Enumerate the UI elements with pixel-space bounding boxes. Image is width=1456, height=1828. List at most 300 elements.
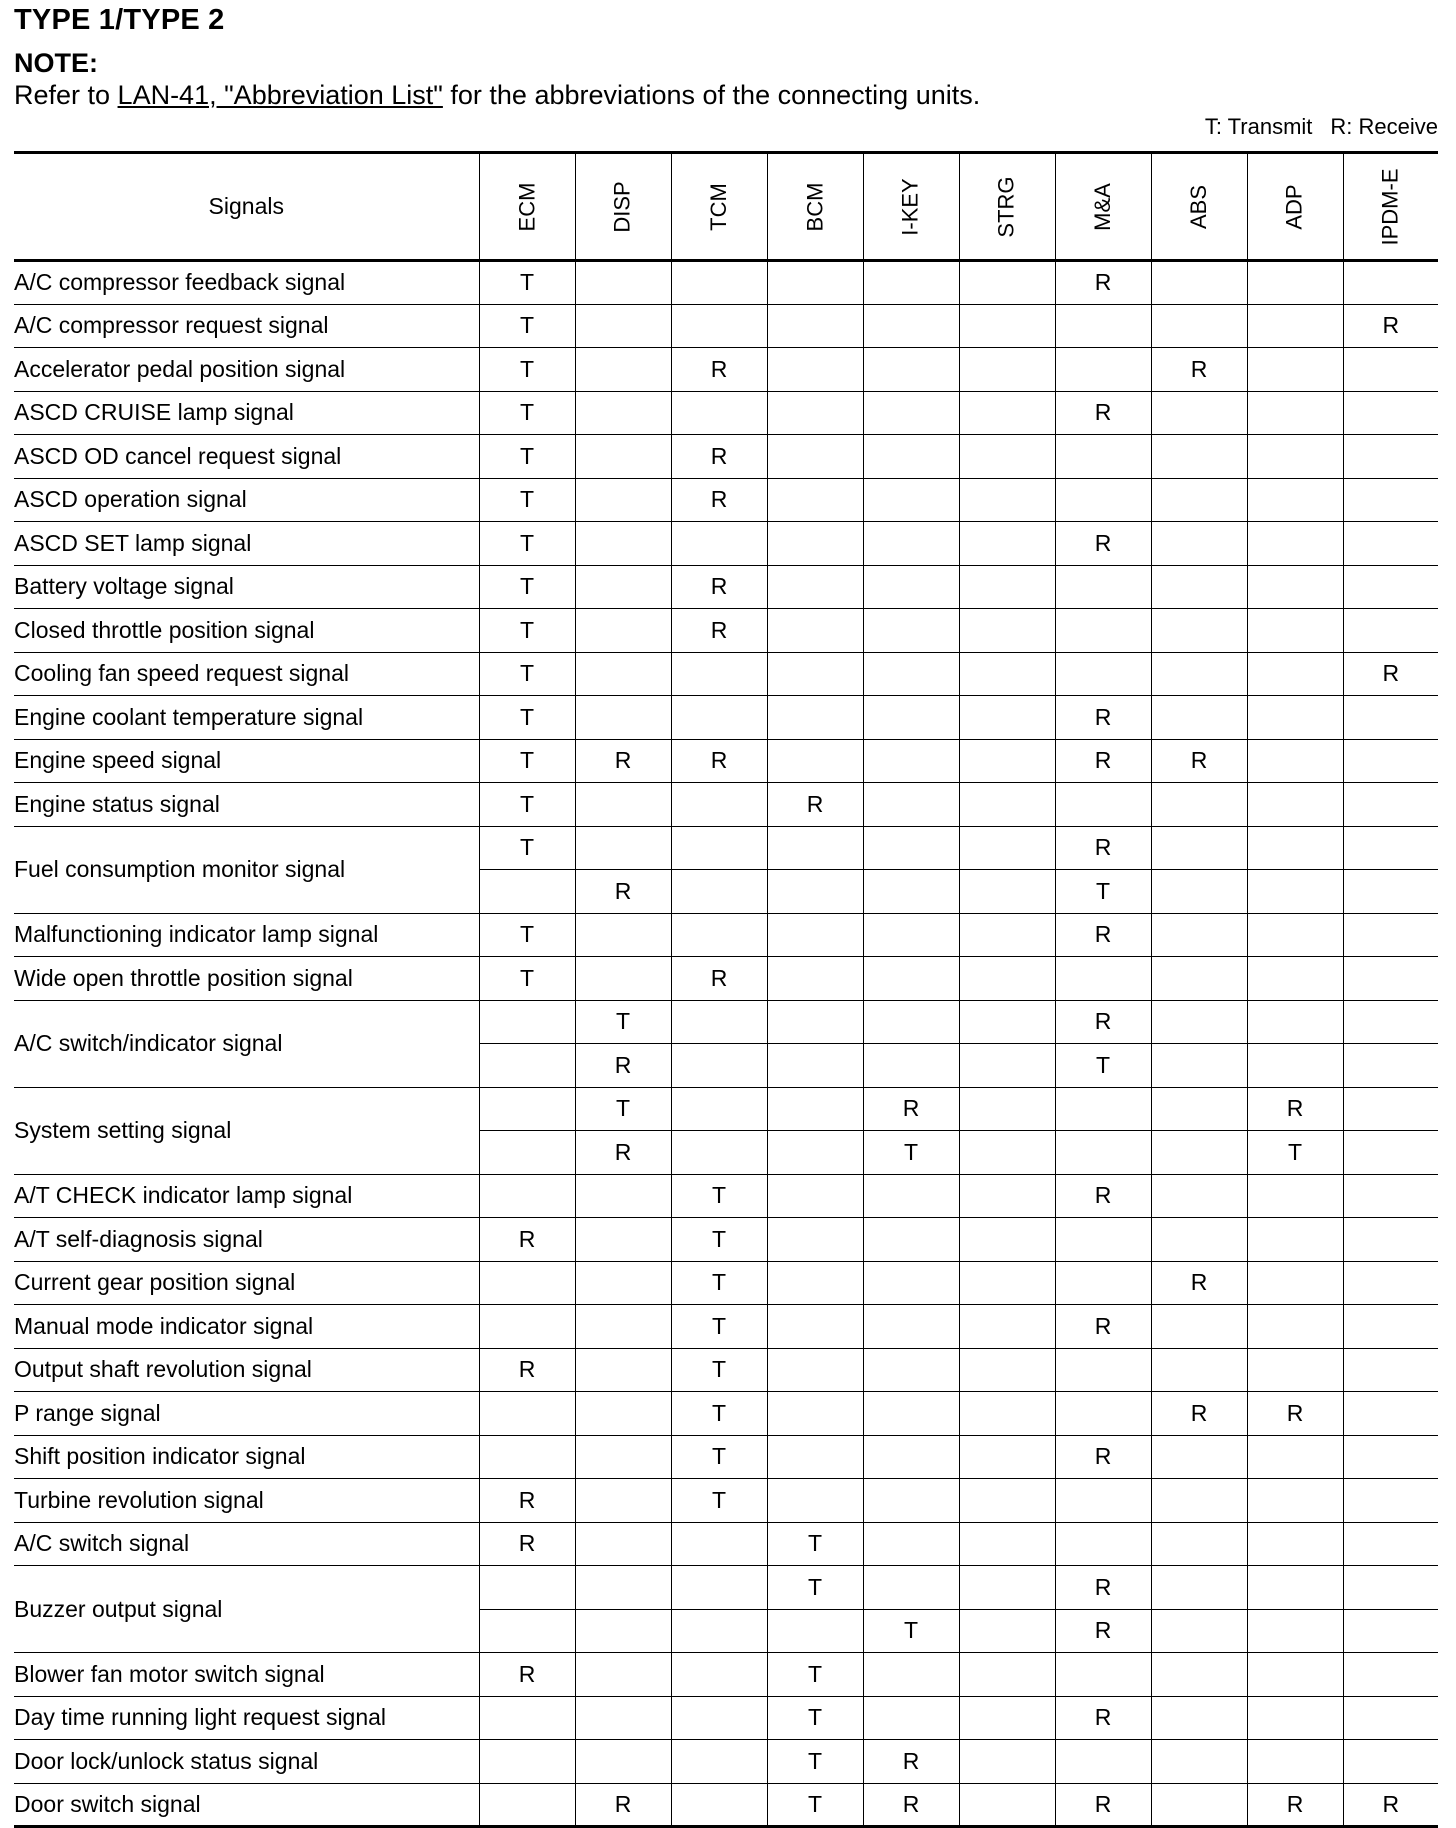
table-row <box>14 1479 1438 1523</box>
signal-cell <box>1343 1131 1438 1175</box>
signal-cell: R <box>1055 913 1151 957</box>
signal-cell <box>1247 783 1343 827</box>
signal-cell <box>1343 1000 1438 1044</box>
signal-cell <box>863 261 959 305</box>
signal-cell <box>575 1653 671 1697</box>
signal-cell <box>863 1392 959 1436</box>
signal-cell <box>863 739 959 783</box>
signal-cell <box>959 565 1055 609</box>
signal-cell <box>863 1479 959 1523</box>
signal-cell <box>1151 1348 1247 1392</box>
column-header-disp: DISP <box>575 153 671 261</box>
signal-cell <box>575 1305 671 1349</box>
signal-cell <box>863 435 959 479</box>
signal-cell <box>575 1696 671 1740</box>
signal-cell <box>959 1479 1055 1523</box>
signal-cell: R <box>863 1087 959 1131</box>
signal-cell: R <box>1055 1609 1151 1653</box>
signal-name-cell: Blower fan motor switch signal <box>14 1653 479 1697</box>
table-row <box>14 1218 1438 1262</box>
signal-cell <box>1343 1044 1438 1088</box>
signal-cell <box>479 1392 575 1436</box>
signal-cell: R <box>1151 739 1247 783</box>
signal-name-cell: Shift position indicator signal <box>14 1435 479 1479</box>
signal-name-cell: ASCD CRUISE lamp signal <box>14 391 479 435</box>
signal-cell <box>479 1305 575 1349</box>
signal-cell <box>575 1261 671 1305</box>
signal-cell <box>1247 609 1343 653</box>
signal-cell: R <box>1055 739 1151 783</box>
signal-cell <box>479 1000 575 1044</box>
signal-cell <box>1055 1479 1151 1523</box>
signal-cell <box>959 652 1055 696</box>
signal-cell: R <box>575 739 671 783</box>
signal-cell <box>671 1653 767 1697</box>
signal-cell <box>671 1740 767 1784</box>
signal-cell <box>767 348 863 392</box>
signal-cell <box>767 870 863 914</box>
signal-cell <box>767 1044 863 1088</box>
signal-cell <box>959 609 1055 653</box>
signal-cell <box>863 304 959 348</box>
signal-cell <box>767 391 863 435</box>
signal-cell <box>671 261 767 305</box>
signal-cell <box>959 1653 1055 1697</box>
signal-cell <box>1343 1566 1438 1610</box>
signal-name-cell: Door switch signal <box>14 1783 479 1827</box>
signal-cell <box>863 1000 959 1044</box>
signal-cell <box>479 1087 575 1131</box>
signal-cell <box>1343 696 1438 740</box>
signal-cell <box>575 565 671 609</box>
signal-cell: R <box>1247 1087 1343 1131</box>
signal-cell <box>1151 522 1247 566</box>
signal-cell <box>1151 435 1247 479</box>
signal-cell <box>1247 478 1343 522</box>
signal-cell: T <box>479 652 575 696</box>
signal-cell <box>767 826 863 870</box>
signal-table <box>14 151 1438 1828</box>
legend-transmit: T: Transmit <box>1204 114 1313 139</box>
signal-cell <box>1151 957 1247 1001</box>
signal-cell <box>767 1479 863 1523</box>
signal-cell <box>863 696 959 740</box>
column-header-tcm: TCM <box>671 153 767 261</box>
signal-cell <box>575 826 671 870</box>
signal-cell <box>1151 1522 1247 1566</box>
signal-cell: T <box>767 1653 863 1697</box>
table-row <box>14 913 1438 957</box>
signal-cell <box>575 1174 671 1218</box>
signal-cell <box>767 1218 863 1262</box>
signal-cell: T <box>671 1435 767 1479</box>
signal-cell <box>671 826 767 870</box>
signal-cell <box>1055 478 1151 522</box>
signal-cell: R <box>1151 348 1247 392</box>
signal-cell <box>959 522 1055 566</box>
column-header-m-and-a: M&A <box>1055 153 1151 261</box>
signal-cell <box>1055 304 1151 348</box>
signal-cell <box>1247 522 1343 566</box>
signal-name-cell: System setting signal <box>14 1087 479 1174</box>
signal-cell <box>1343 348 1438 392</box>
signal-cell <box>1151 565 1247 609</box>
signal-cell <box>575 522 671 566</box>
column-header-abs: ABS <box>1151 153 1247 261</box>
signal-name-cell: Manual mode indicator signal <box>14 1305 479 1349</box>
signal-cell <box>1151 870 1247 914</box>
signal-cell <box>671 1522 767 1566</box>
signal-cell <box>767 478 863 522</box>
signal-cell: R <box>1247 1392 1343 1436</box>
signal-name-cell: Buzzer output signal <box>14 1566 479 1653</box>
signal-cell <box>671 652 767 696</box>
signal-cell <box>671 391 767 435</box>
signal-cell: T <box>767 1566 863 1610</box>
signal-cell: R <box>1055 1000 1151 1044</box>
signal-cell <box>1055 565 1151 609</box>
signal-cell: R <box>671 565 767 609</box>
signal-cell: R <box>479 1479 575 1523</box>
signal-cell <box>1343 1479 1438 1523</box>
signal-cell <box>1343 826 1438 870</box>
table-row <box>14 1740 1438 1784</box>
table-row <box>14 1305 1438 1349</box>
signal-cell: R <box>1055 261 1151 305</box>
signal-name-cell: Engine speed signal <box>14 739 479 783</box>
signal-cell <box>1151 609 1247 653</box>
table-row <box>14 1087 1438 1131</box>
signal-cell <box>959 913 1055 957</box>
signal-cell: R <box>1343 652 1438 696</box>
signal-cell <box>1151 1044 1247 1088</box>
signal-cell <box>1247 1653 1343 1697</box>
signal-cell <box>1343 1696 1438 1740</box>
signal-cell <box>479 1740 575 1784</box>
signal-cell <box>959 1696 1055 1740</box>
signal-cell <box>1055 348 1151 392</box>
signal-cell: R <box>671 348 767 392</box>
signal-cell <box>863 565 959 609</box>
signal-cell: T <box>479 304 575 348</box>
signal-cell <box>671 1131 767 1175</box>
abbreviation-list-link[interactable]: LAN-41, "Abbreviation List" <box>117 80 443 110</box>
signal-cell <box>767 261 863 305</box>
signal-cell <box>671 1696 767 1740</box>
signal-name-cell: ASCD SET lamp signal <box>14 522 479 566</box>
note-suffix: for the abbreviations of the connecting units. <box>442 80 981 110</box>
signal-cell <box>1151 913 1247 957</box>
signal-cell <box>575 1392 671 1436</box>
signal-cell <box>1343 1218 1438 1262</box>
signal-cell <box>1247 696 1343 740</box>
table-row <box>14 522 1438 566</box>
signal-cell <box>767 609 863 653</box>
signal-cell <box>1343 870 1438 914</box>
signal-cell: T <box>1055 1044 1151 1088</box>
signal-cell <box>959 1522 1055 1566</box>
signal-cell <box>479 1131 575 1175</box>
signal-cell <box>575 478 671 522</box>
signal-cell <box>767 1087 863 1131</box>
signal-cell <box>863 1044 959 1088</box>
table-row <box>14 696 1438 740</box>
signal-cell <box>575 1566 671 1610</box>
signal-cell: T <box>863 1131 959 1175</box>
signal-cell: R <box>575 870 671 914</box>
signal-cell: T <box>479 391 575 435</box>
signal-cell <box>863 1261 959 1305</box>
signal-cell <box>1343 957 1438 1001</box>
signal-name-cell: Output shaft revolution signal <box>14 1348 479 1392</box>
signal-cell <box>1151 1740 1247 1784</box>
signal-cell <box>959 348 1055 392</box>
signal-cell <box>863 652 959 696</box>
signal-cell <box>863 609 959 653</box>
signal-cell <box>1343 261 1438 305</box>
signal-cell <box>1151 1000 1247 1044</box>
signal-cell <box>959 1305 1055 1349</box>
signal-cell <box>1247 391 1343 435</box>
signal-cell: R <box>1055 1174 1151 1218</box>
column-header-ecm: ECM <box>479 153 575 261</box>
signal-cell: R <box>1055 1435 1151 1479</box>
signal-cell <box>959 435 1055 479</box>
signal-cell: T <box>671 1305 767 1349</box>
signal-cell <box>959 696 1055 740</box>
signal-cell <box>575 1609 671 1653</box>
signal-cell: T <box>671 1218 767 1262</box>
signal-cell <box>863 1174 959 1218</box>
column-header-i-key: I-KEY <box>863 153 959 261</box>
table-row <box>14 261 1438 305</box>
signal-cell: T <box>767 1740 863 1784</box>
signal-cell <box>1151 1305 1247 1349</box>
signal-cell <box>1055 609 1151 653</box>
table-row <box>14 957 1438 1001</box>
table-body <box>14 261 1438 1827</box>
signal-cell <box>863 826 959 870</box>
table-row <box>14 609 1438 653</box>
signal-cell <box>1343 1174 1438 1218</box>
signal-name-cell: Battery voltage signal <box>14 565 479 609</box>
signal-cell <box>1247 348 1343 392</box>
signal-cell <box>863 1218 959 1262</box>
signal-name-cell: Current gear position signal <box>14 1261 479 1305</box>
signal-cell <box>1055 1740 1151 1784</box>
signal-cell <box>863 522 959 566</box>
table-row <box>14 1566 1438 1610</box>
signal-cell <box>1055 1261 1151 1305</box>
signal-cell <box>1055 783 1151 827</box>
signal-cell: T <box>479 913 575 957</box>
table-row <box>14 478 1438 522</box>
table-row <box>14 1522 1438 1566</box>
signal-cell <box>1343 1392 1438 1436</box>
signal-cell <box>1247 1522 1343 1566</box>
note-prefix: Refer to <box>14 80 118 110</box>
signal-name-cell: Malfunctioning indicator lamp signal <box>14 913 479 957</box>
signal-cell <box>1055 957 1151 1001</box>
signal-cell: R <box>671 739 767 783</box>
signal-cell <box>1151 1609 1247 1653</box>
signal-cell <box>575 1740 671 1784</box>
signal-cell: T <box>671 1348 767 1392</box>
note-label: NOTE: <box>14 48 98 78</box>
table-row <box>14 1435 1438 1479</box>
signal-cell <box>767 1261 863 1305</box>
signal-cell <box>671 1566 767 1610</box>
signal-cell <box>767 739 863 783</box>
signal-cell: T <box>863 1609 959 1653</box>
signal-cell: R <box>479 1653 575 1697</box>
signal-cell <box>1247 1000 1343 1044</box>
signal-cell: T <box>479 565 575 609</box>
signal-cell <box>1151 304 1247 348</box>
table-row <box>14 304 1438 348</box>
signal-cell <box>671 1044 767 1088</box>
signal-cell: T <box>479 826 575 870</box>
signal-name-cell: Day time running light request signal <box>14 1696 479 1740</box>
signal-cell: T <box>479 261 575 305</box>
signal-cell: R <box>1247 1783 1343 1827</box>
signal-name-cell: Engine status signal <box>14 783 479 827</box>
signal-cell: R <box>1151 1392 1247 1436</box>
signal-cell <box>575 261 671 305</box>
signal-cell <box>1055 435 1151 479</box>
table-row <box>14 739 1438 783</box>
signal-cell: R <box>1055 1305 1151 1349</box>
signal-cell <box>863 1435 959 1479</box>
signal-cell: R <box>671 609 767 653</box>
signal-cell: R <box>1055 522 1151 566</box>
signal-cell <box>1151 1696 1247 1740</box>
signal-cell: R <box>1343 1783 1438 1827</box>
signal-cell <box>767 652 863 696</box>
signal-cell <box>959 1174 1055 1218</box>
signal-cell <box>959 1566 1055 1610</box>
signal-cell <box>479 1696 575 1740</box>
signal-cell <box>1247 1044 1343 1088</box>
signal-cell <box>1247 826 1343 870</box>
signal-cell <box>1343 478 1438 522</box>
signal-cell <box>767 696 863 740</box>
signal-cell <box>1343 783 1438 827</box>
signal-name-cell: Accelerator pedal position signal <box>14 348 479 392</box>
signal-cell <box>1247 1261 1343 1305</box>
signal-cell <box>671 304 767 348</box>
signal-name-cell: A/T self-diagnosis signal <box>14 1218 479 1262</box>
signal-cell: T <box>575 1087 671 1131</box>
signal-name-cell: Cooling fan speed request signal <box>14 652 479 696</box>
signal-name-cell: A/T CHECK indicator lamp signal <box>14 1174 479 1218</box>
signal-cell <box>767 304 863 348</box>
signal-cell <box>479 1435 575 1479</box>
signal-cell <box>1343 391 1438 435</box>
signal-cell <box>1151 826 1247 870</box>
signal-cell <box>1247 739 1343 783</box>
signal-cell <box>575 696 671 740</box>
table-row <box>14 1653 1438 1697</box>
signal-cell <box>767 435 863 479</box>
signal-cell <box>863 1566 959 1610</box>
signal-cell <box>575 1435 671 1479</box>
signal-cell <box>1343 1609 1438 1653</box>
signal-cell <box>1055 1218 1151 1262</box>
signal-cell <box>1151 1174 1247 1218</box>
signal-cell <box>863 1348 959 1392</box>
signal-cell <box>959 1044 1055 1088</box>
signal-cell: T <box>479 522 575 566</box>
signal-cell <box>1055 1131 1151 1175</box>
signal-cell <box>1343 739 1438 783</box>
table-row <box>14 1392 1438 1436</box>
signal-cell <box>671 696 767 740</box>
signal-cell <box>1343 565 1438 609</box>
signal-cell <box>1151 261 1247 305</box>
signal-cell <box>959 1783 1055 1827</box>
signal-cell <box>959 1392 1055 1436</box>
signal-cell <box>575 304 671 348</box>
signal-cell: R <box>575 1044 671 1088</box>
signal-cell <box>767 522 863 566</box>
signal-cell <box>767 1609 863 1653</box>
signal-cell <box>575 1522 671 1566</box>
signal-cell: T <box>671 1479 767 1523</box>
signal-cell <box>767 565 863 609</box>
signal-cell <box>671 1609 767 1653</box>
signal-cell: T <box>767 1522 863 1566</box>
signal-name-cell: Closed throttle position signal <box>14 609 479 653</box>
signal-cell <box>959 957 1055 1001</box>
column-header-ipdm-e: IPDM-E <box>1343 153 1438 261</box>
signal-cell <box>1055 652 1151 696</box>
signal-cell <box>479 1609 575 1653</box>
signal-cell <box>1055 1653 1151 1697</box>
signal-cell <box>575 652 671 696</box>
signal-cell <box>1151 1566 1247 1610</box>
signal-cell <box>863 783 959 827</box>
signal-cell: T <box>767 1783 863 1827</box>
signal-cell <box>959 1131 1055 1175</box>
signal-cell <box>863 913 959 957</box>
signal-name-cell: A/C switch signal <box>14 1522 479 1566</box>
signal-cell <box>1343 1087 1438 1131</box>
signal-cell <box>863 957 959 1001</box>
signal-cell <box>1247 435 1343 479</box>
signal-cell: T <box>671 1261 767 1305</box>
signal-cell: R <box>479 1348 575 1392</box>
signal-cell <box>575 783 671 827</box>
table-row <box>14 565 1438 609</box>
signal-cell: R <box>479 1522 575 1566</box>
signal-cell <box>1343 609 1438 653</box>
signal-name-cell: Engine coolant temperature signal <box>14 696 479 740</box>
signal-cell <box>1343 1435 1438 1479</box>
signal-cell: T <box>1055 870 1151 914</box>
signal-cell <box>1151 696 1247 740</box>
signal-cell: R <box>1055 391 1151 435</box>
signal-cell <box>1343 1348 1438 1392</box>
signal-cell <box>1343 435 1438 479</box>
signal-cell: T <box>479 348 575 392</box>
signal-cell: R <box>863 1783 959 1827</box>
signal-cell: T <box>479 696 575 740</box>
signal-cell <box>1247 1305 1343 1349</box>
signal-cell <box>479 1261 575 1305</box>
signal-cell <box>1343 913 1438 957</box>
signal-cell <box>767 957 863 1001</box>
